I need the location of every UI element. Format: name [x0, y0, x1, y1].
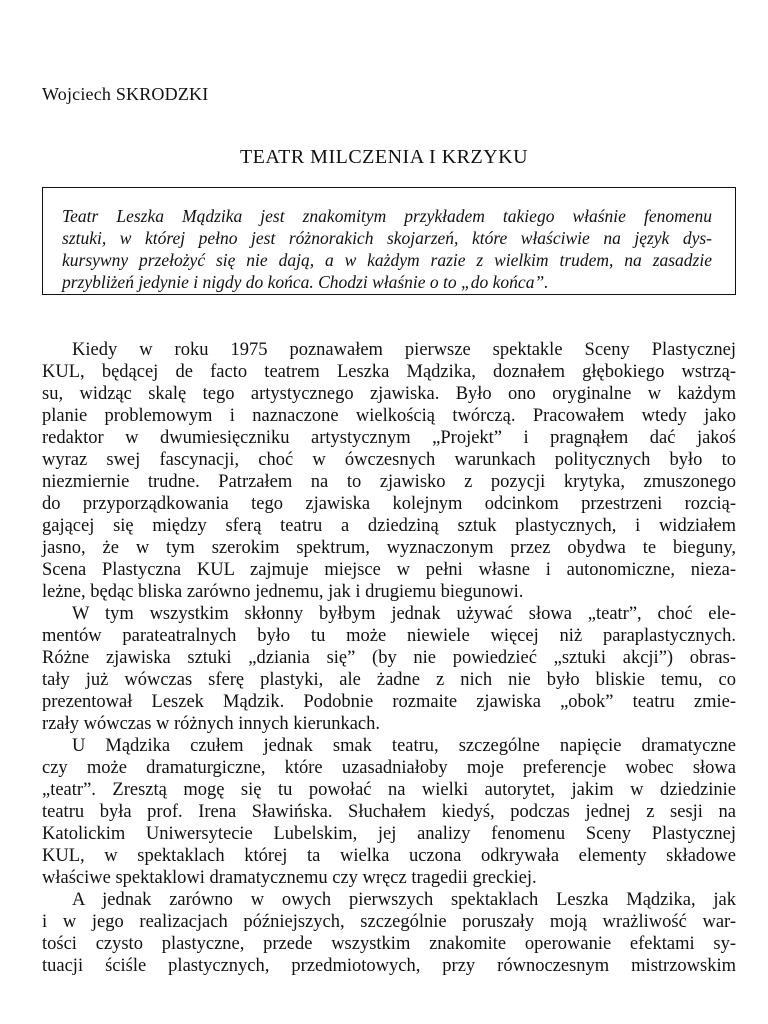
body-line: KUL, w spektaklach której ta wielka uczona odkrywała elementy składowe — [42, 846, 736, 866]
body-line: właściwe spektaklowi dramatycznemu czy wręcz tragedii greckiej. — [42, 868, 537, 888]
body-line: do przyporządkowania tego zjawiska kolejnym odcinkom przestrzeni rozcią- — [42, 494, 736, 514]
abstract-line: Teatr Leszka Mądzika jest znakomitym przykładem takiego właśnie fenomenu — [62, 206, 712, 226]
body-line: Kiedy w roku 1975 poznawałem pierwsze spektakle Sceny Plastycznej — [72, 340, 736, 360]
body-line: planie problemowym i naznaczone wielkością twórczą. Pracowałem wtedy jako — [42, 406, 736, 426]
body-line: „teatr”. Zresztą mogę się tu powołać na wielki autorytet, jakim w dziedzinie — [42, 780, 736, 800]
body-line: czy może dramaturgiczne, które uzasadniałoby moje preferencje wobec słowa — [42, 758, 736, 778]
body-line: W tym wszystkim skłonny byłbym jednak używać słowa „teatr”, choć ele- — [72, 604, 736, 624]
body-line: gającej się między sferą teatru a dziedziną sztuk plastycznych, i widziałem — [42, 516, 736, 536]
body-line: mentów parateatralnych było tu może niewiele więcej niż paraplastycznych. — [42, 626, 736, 646]
abstract-line: kursywny przełożyć się nie dają, a w każdym razie z wielkim trudem, na zasadzie — [62, 250, 712, 270]
body-line: i w jego realizacjach późniejszych, szczególnie poruszały moją wrażliwość war- — [42, 912, 736, 932]
body-line: tości czysto plastyczne, przede wszystkim znakomite operowanie efektami sy- — [42, 934, 736, 954]
body-line: Scena Plastyczna KUL zajmuje miejsce w pełni własne i autonomiczne, nieza- — [42, 560, 736, 580]
body-line: su, widząc skalę tego artystycznego zjawiska. Było ono oryginalne w każdym — [42, 384, 736, 404]
author-name: Wojciech SKRODZKI — [42, 84, 209, 104]
article-title: TEATR MILCZENIA I KRZYKU — [239, 146, 529, 168]
body-line: jasno, że w tym szerokim spektrum, wyznaczonym przez obydwa te bieguny, — [42, 538, 736, 558]
body-line: U Mądzika czułem jednak smak teatru, szczególne napięcie dramatyczne — [72, 736, 736, 756]
body-line: KUL, będącej de facto teatrem Leszka Mądzika, doznałem głębokiego wstrzą- — [42, 362, 736, 382]
body-line: teatru była prof. Irena Sławińska. Słuchałem kiedyś, podczas jednej z sesji na — [42, 802, 736, 822]
body-line: wyraz swej fascynacji, choć w ówczesnych warunkach politycznych było to — [42, 450, 736, 470]
body-line: niezmiernie trudne. Patrzałem na to zjawisko z pozycji krytyka, zmuszonego — [42, 472, 736, 492]
abstract-line: sztuki, w której pełno jest różnorakich skojarzeń, które właściwie na język dys- — [62, 228, 712, 248]
body-line: Katolickim Uniwersytecie Lubelskim, jej analizy fenomenu Sceny Plastycznej — [42, 824, 736, 844]
body-line: Różne zjawiska sztuki „dziania się” (by nie powiedzieć „sztuki akcji”) obras- — [42, 648, 736, 668]
body-line: tały już wówczas sferę plastyki, ale żadne z nich nie było bliskie temu, co — [42, 670, 736, 690]
abstract-line: przybliżeń jedynie i nigdy do końca. Chodzi właśnie o to „do końca”. — [62, 272, 549, 292]
body-line: leżne, będąc bliska zarówno jednemu, jak i drugiemu biegunowi. — [42, 582, 524, 602]
body-line: A jednak zarówno w owych pierwszych spektaklach Leszka Mądzika, jak — [72, 890, 736, 910]
body-line: rzały wówczas w różnych innych kierunkach. — [42, 714, 381, 734]
body-line: tuacji ściśle plastycznych, przedmiotowych, przy równoczesnym mistrzowskim — [42, 956, 736, 976]
body-line: prezentował Leszek Mądzik. Podobnie rozmaite zjawiska „obok” teatru zmie- — [42, 692, 736, 712]
body-line: redaktor w dwumiesięczniku artystycznym „Projekt” i pragnąłem dać jakoś — [42, 428, 736, 448]
